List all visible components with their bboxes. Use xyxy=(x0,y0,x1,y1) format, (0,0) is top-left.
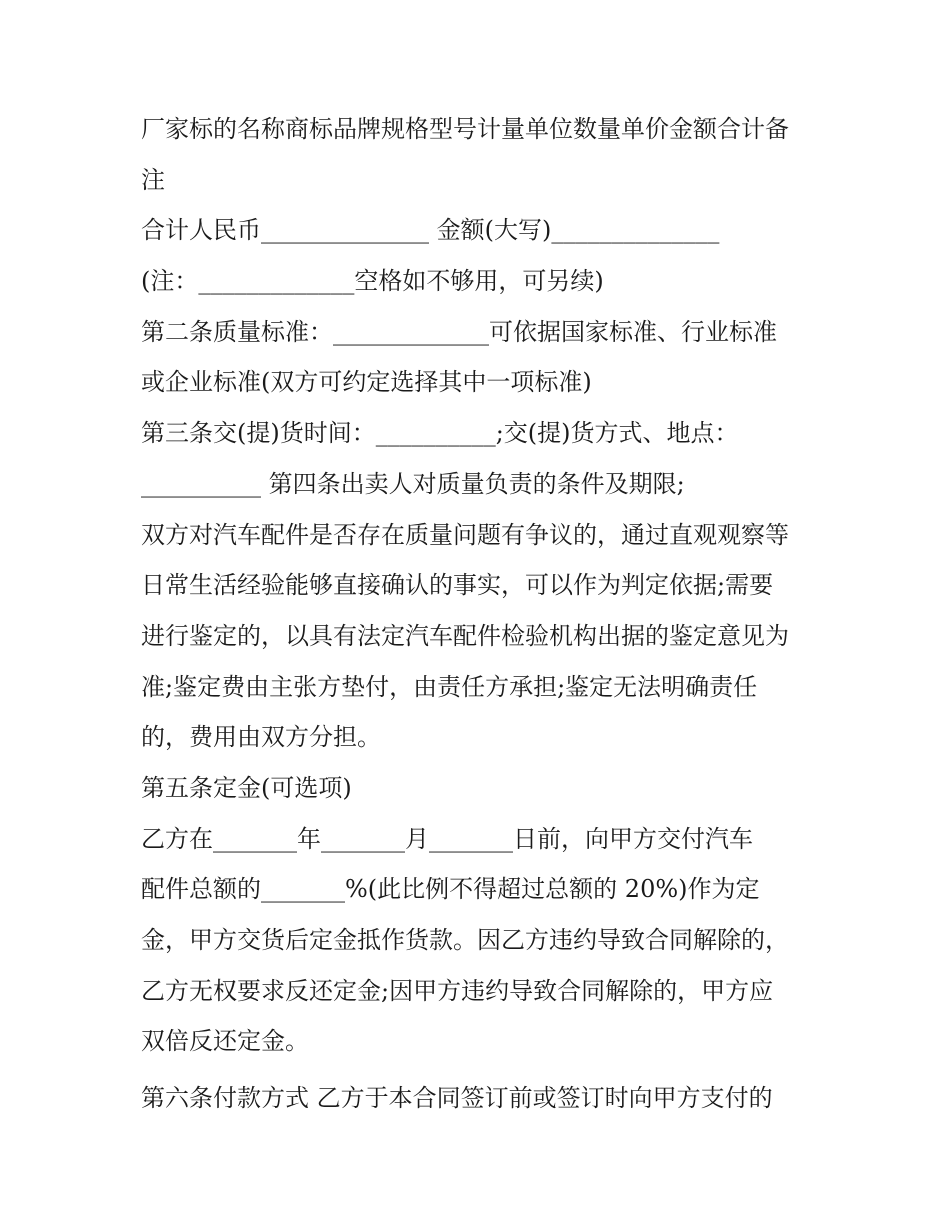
article-6-payment-method: 第六条付款方式 乙方于本合同签订前或签订时向甲方支付的 xyxy=(141,1084,773,1113)
article-2-quality-standard: 第二条质量标准：_____________可依据国家标准、行业标准 xyxy=(141,317,777,346)
article-2-quality-standard-continued: 或企业标准(双方可约定选择其中一项标准) xyxy=(141,368,592,397)
deposit-line: 乙方在_______年_______月_______日前，向甲方交付汽车 xyxy=(141,824,753,853)
table-header-line-continued: 注 xyxy=(141,165,165,194)
article-5-heading: 第五条定金(可选项) xyxy=(141,773,352,802)
deposit-line: 双倍反还定金。 xyxy=(141,1027,309,1056)
paragraph-line: 进行鉴定的，以具有法定汽车配件检验机构出据的鉴定意见为 xyxy=(141,621,789,650)
deposit-line: 金，甲方交货后定金抵作货款。因乙方违约导致合同解除的， xyxy=(141,926,789,954)
total-amount-line: 合计人民币______________ 金额(大写)______________ xyxy=(141,216,720,245)
paragraph-line: 的，费用由双方分担。 xyxy=(141,723,381,752)
table-header-line: 厂家标的名称商标品牌规格型号计量单位数量单价金额合计备 xyxy=(141,115,789,143)
article-3-delivery-time: 第三条交(提)货时间：__________;交(提)货方式、地点： xyxy=(141,419,739,448)
document-body xyxy=(141,104,821,1124)
note-line: (注：_____________空格如不够用，可另续) xyxy=(141,267,604,296)
paragraph-line: 准;鉴定费由主张方垫付，由责任方承担;鉴定无法明确责任 xyxy=(141,672,758,701)
paragraph-line: 日常生活经验能够直接确认的事实，可以作为判定依据;需要 xyxy=(141,571,774,600)
article-4-heading: __________ 第四条出卖人对质量负责的条件及期限; xyxy=(141,469,685,498)
deposit-line: 配件总额的_______%(此比例不得超过总额的 20%)作为定 xyxy=(141,875,760,904)
deposit-line: 乙方无权要求反还定金;因甲方违约导致合同解除的，甲方应 xyxy=(141,976,774,1005)
paragraph-line: 双方对汽车配件是否存在质量问题有争议的，通过直观观察等 xyxy=(141,520,789,549)
